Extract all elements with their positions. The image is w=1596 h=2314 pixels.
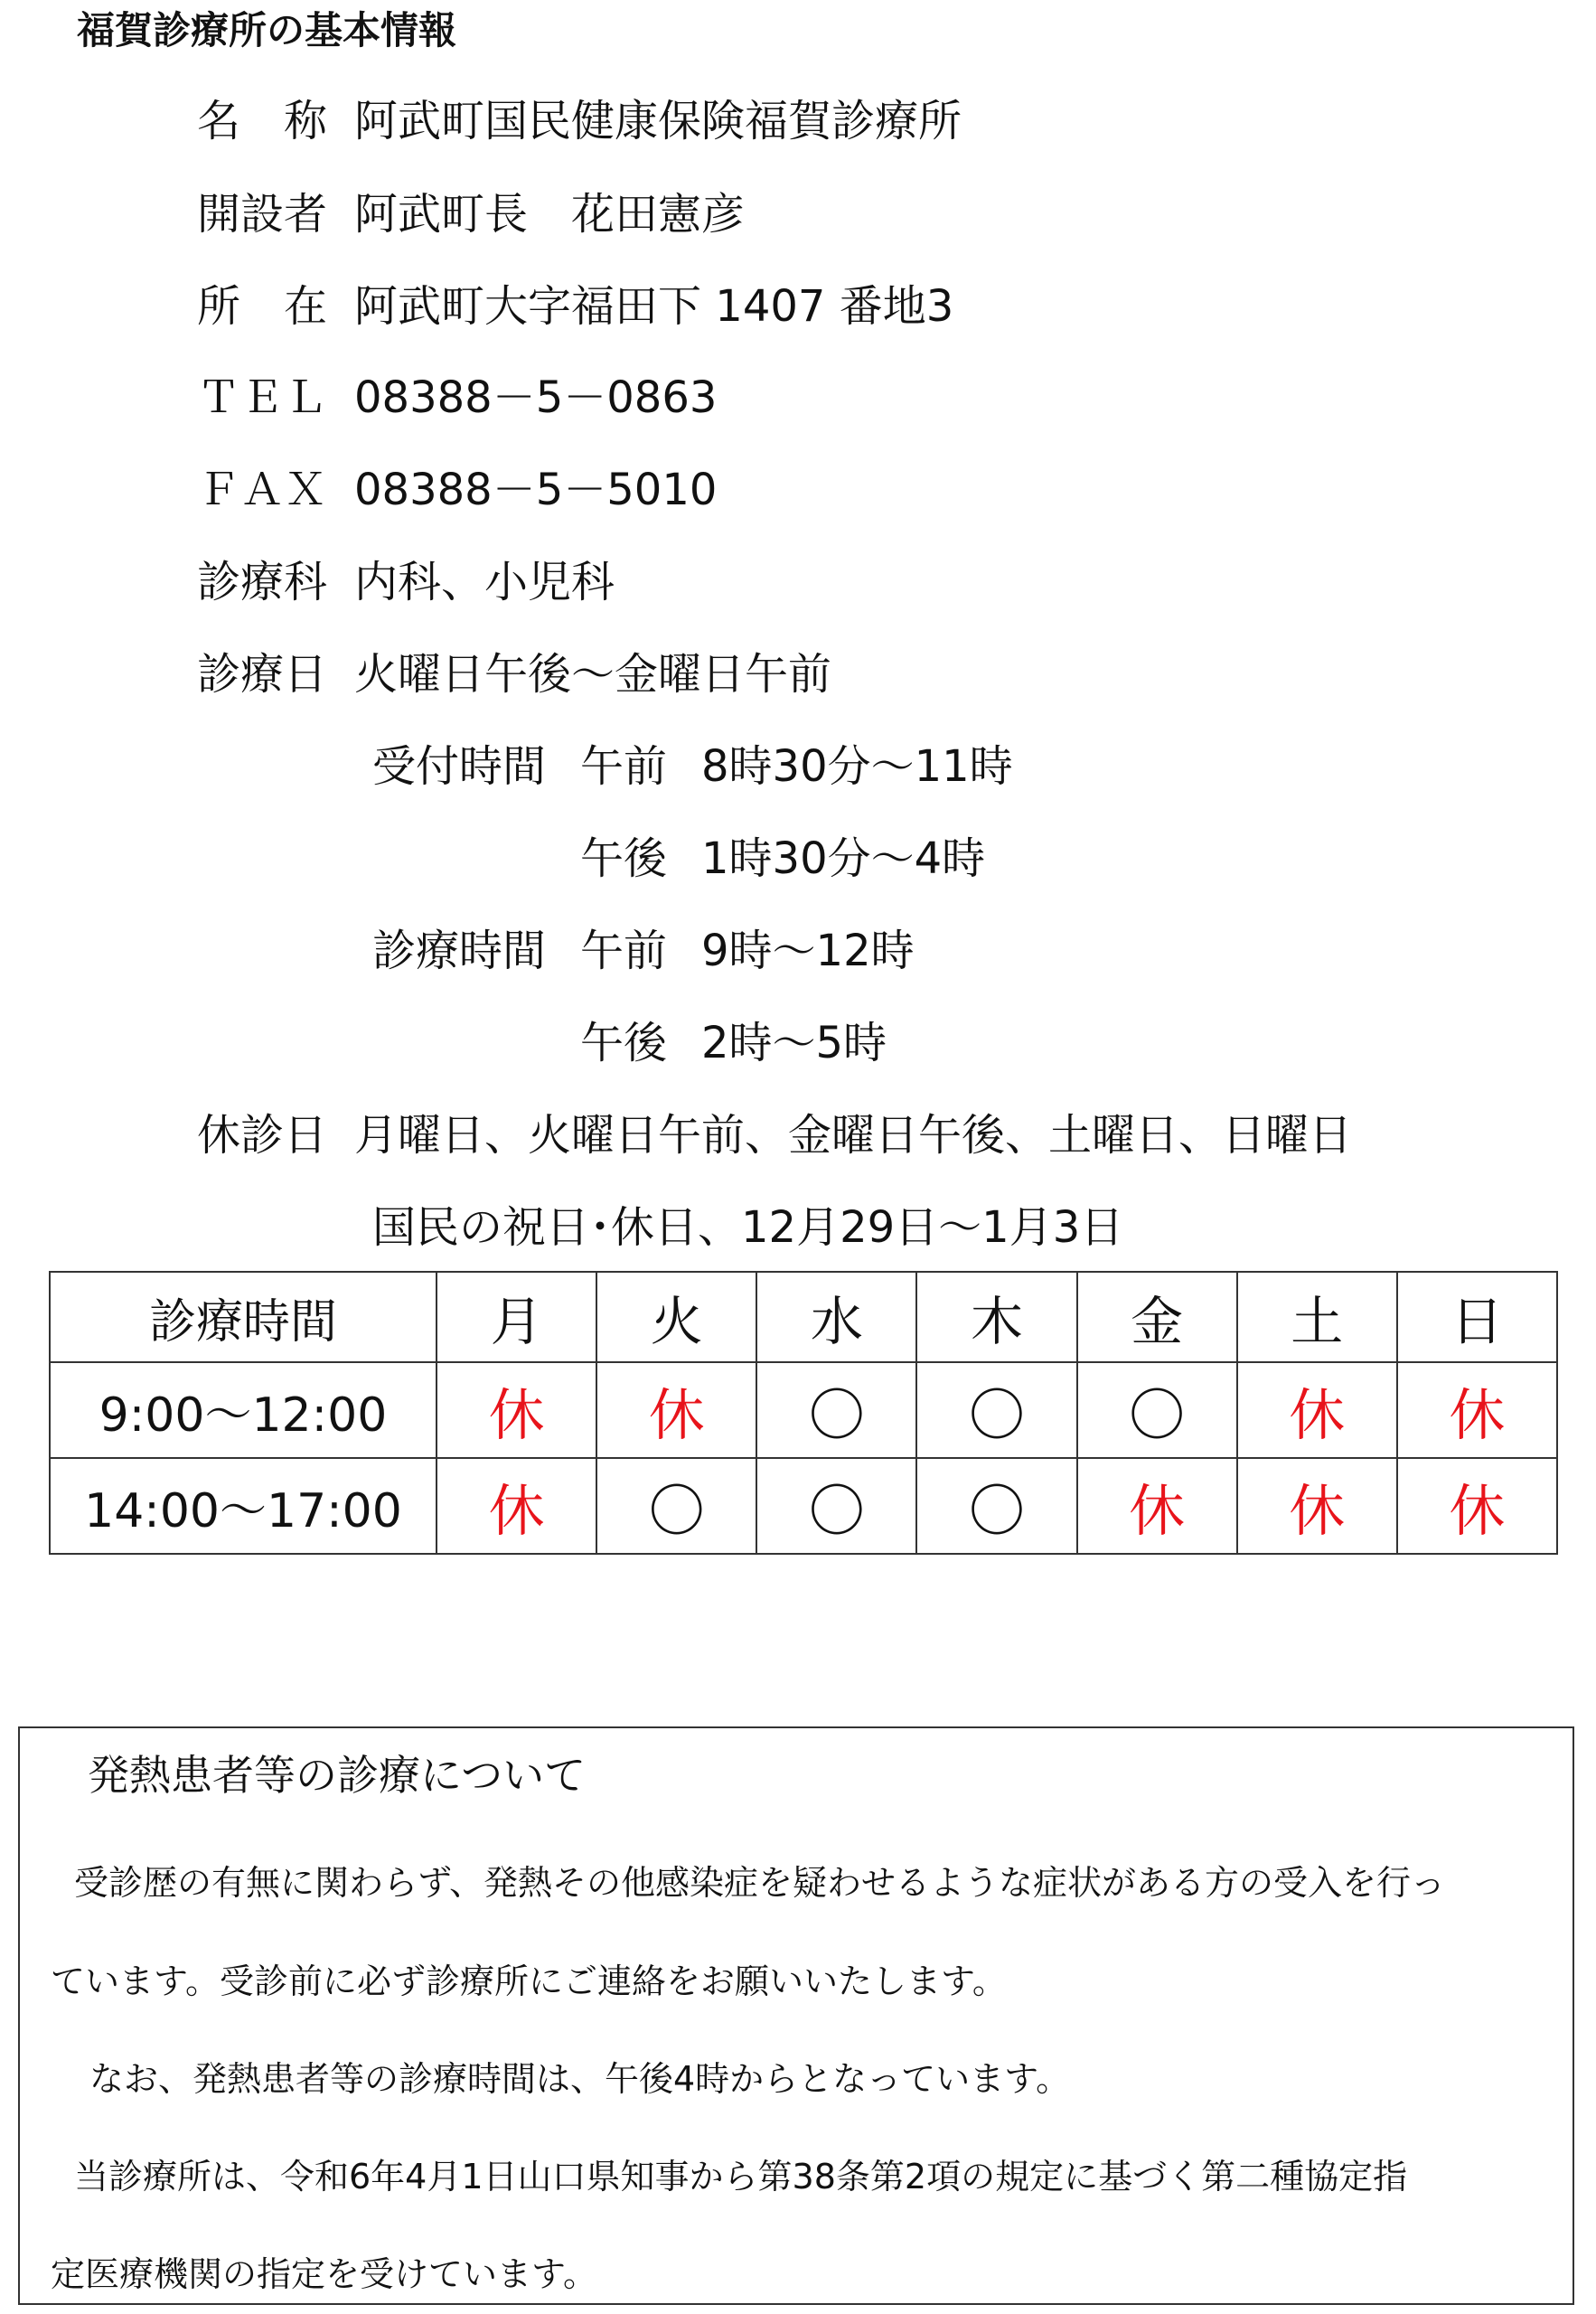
day-mon: 月	[437, 1272, 596, 1362]
schedule-header-row	[50, 1272, 1557, 1362]
mark-morning-tue: 休	[596, 1362, 756, 1458]
notice-line-3: なお、発熱患者等の診療時間は、午後4時からとなっています。	[89, 2059, 1071, 2099]
reception-pm-time: 1時30分～4時	[701, 833, 986, 884]
info-label-department: 診療科	[197, 557, 328, 607]
info-value-days: 火曜日午後～金曜日午前	[354, 649, 832, 700]
holidays-line2: 国民の祝日･休日、12月29日～1月3日	[372, 1202, 1124, 1253]
reception-am-time: 8時30分～11時	[701, 741, 1013, 792]
day-sat: 土	[1237, 1272, 1397, 1362]
mark-morning-sat: 休	[1237, 1362, 1397, 1458]
reception-am-row	[0, 738, 1596, 795]
notice-line-1: 受診歴の有無に関わらず、発熱その他感染症を疑わせるような症状がある方の受入を行っ	[74, 1863, 1445, 1903]
page-title: 福賀診療所の基本情報	[77, 8, 457, 52]
consultation-label: 診療時間	[372, 926, 547, 976]
mark-morning-thu: 〇	[916, 1362, 1076, 1458]
schedule-row-afternoon	[50, 1458, 1557, 1554]
day-sun: 日	[1397, 1272, 1557, 1362]
info-department-row	[197, 553, 615, 611]
info-value-tel: 08388－5－0863	[354, 372, 718, 423]
holidays-label: 休診日	[197, 1110, 328, 1161]
info-label-founder: 開設者	[197, 189, 328, 240]
consultation-pm-label: 午後	[580, 1018, 668, 1068]
notice-title: 発熱患者等の診療について	[88, 1751, 587, 1800]
info-fax-row	[197, 461, 717, 519]
info-label-fax: ＦＡＸ	[197, 465, 328, 515]
mark-afternoon-thu: 〇	[916, 1458, 1076, 1554]
notice-line-2: ています。受診前に必ず診療所にご連絡をお願いいたします。	[51, 1961, 1007, 2001]
mark-afternoon-fri: 休	[1077, 1458, 1237, 1554]
info-value-address: 阿武町大字福田下 1407 番地3	[354, 281, 954, 332]
info-founder-row	[197, 185, 745, 243]
reception-pm-row	[0, 830, 1596, 888]
info-address-row	[197, 277, 953, 335]
mark-afternoon-sat: 休	[1237, 1458, 1397, 1554]
mark-morning-wed: 〇	[756, 1362, 916, 1458]
info-label-address: 所 在	[197, 281, 328, 332]
reception-pm-label: 午後	[580, 833, 668, 884]
notice-line-5: 定医療機関の指定を受けています。	[51, 2254, 597, 2294]
mark-afternoon-wed: 〇	[756, 1458, 916, 1554]
reception-label: 受付時間	[372, 741, 547, 792]
notice-line-4: 当診療所は、令和6年4月1日山口県知事から第38条第2項の規定に基づく第二種協定指	[74, 2157, 1408, 2196]
info-label-name: 名 称	[197, 96, 328, 146]
schedule-row-morning	[50, 1362, 1557, 1458]
info-value-name: 阿武町国民健康保険福賀診療所	[354, 96, 962, 146]
consultation-pm-time: 2時～5時	[701, 1018, 887, 1068]
mark-afternoon-mon: 休	[437, 1458, 596, 1554]
info-tel-row	[197, 369, 717, 427]
info-value-fax: 08388－5－5010	[354, 465, 718, 515]
schedule-time-afternoon: 14:00～17:00	[50, 1458, 437, 1554]
mark-morning-fri: 〇	[1077, 1362, 1237, 1458]
info-value-founder: 阿武町長 花田憲彦	[354, 189, 746, 240]
consultation-am-row	[0, 922, 1596, 980]
info-label-tel: ＴＥＬ	[197, 372, 328, 423]
consultation-am-label: 午前	[580, 926, 668, 976]
reception-am-label: 午前	[580, 741, 668, 792]
mark-morning-sun: 休	[1397, 1362, 1557, 1458]
consultation-pm-row	[0, 1014, 1596, 1072]
info-label-days: 診療日	[197, 649, 328, 700]
info-name-row	[197, 92, 962, 150]
mark-afternoon-tue: 〇	[596, 1458, 756, 1554]
info-days-row	[197, 645, 831, 703]
consultation-am-time: 9時～12時	[701, 926, 915, 976]
day-tue: 火	[596, 1272, 756, 1362]
schedule-table	[49, 1271, 1558, 1555]
day-fri: 金	[1077, 1272, 1237, 1362]
mark-afternoon-sun: 休	[1397, 1458, 1557, 1554]
schedule-time-morning: 9:00～12:00	[50, 1362, 437, 1458]
holidays-line1: 月曜日、火曜日午前、金曜日午後、土曜日、日曜日	[354, 1110, 1353, 1161]
info-value-department: 内科、小児科	[354, 557, 615, 607]
day-wed: 水	[756, 1272, 916, 1362]
day-thu: 木	[916, 1272, 1076, 1362]
mark-morning-mon: 休	[437, 1362, 596, 1458]
holidays-row	[197, 1106, 1352, 1164]
schedule-header-label: 診療時間	[50, 1272, 437, 1362]
fever-notice-box	[18, 1726, 1574, 2305]
